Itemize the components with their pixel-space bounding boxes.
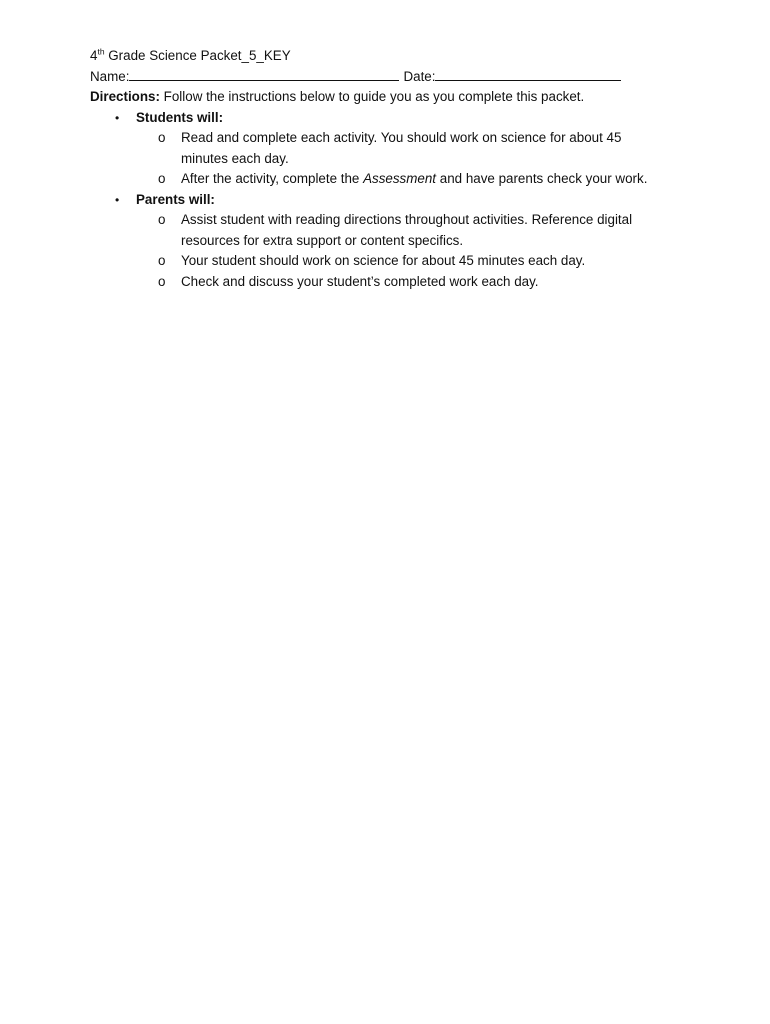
role-list [90,108,690,293]
assessment-emphasis: Assessment [363,171,437,186]
parents-item-3-text: Check and discuss your student’s completed work each day. [181,273,539,289]
list-item [136,272,666,293]
name-date-line [90,67,690,88]
parents-heading: Parents will: [136,191,215,207]
list-item [136,169,681,190]
parents-items [136,210,690,292]
parents-item-2-text: Your student should work on science for about 45 minutes each day. [181,253,586,268]
bullet-icon: • [115,192,120,207]
students-section [90,108,690,190]
students-item-2-after: and have parents check your work. [436,171,648,186]
title-superscript: th [97,46,105,57]
list-item [136,128,666,169]
title-grade-number: 4 [90,48,98,63]
students-item-2-before: After the activity, complete the [181,171,364,186]
directions-paragraph [90,87,690,108]
students-item-1-text: Read and complete each activity. You should work on science for about 45 minutes each day. [181,130,622,166]
bullet-icon: • [115,110,120,125]
document-page [90,46,690,292]
title-text: Grade Science Packet_5_KEY [104,48,291,63]
parents-section [90,190,690,293]
circle-bullet-icon: o [158,273,166,289]
date-label: Date: [403,68,436,84]
name-label: Name: [90,68,130,84]
directions-label: Directions: [90,89,160,104]
students-items [136,128,690,190]
name-blank[interactable] [129,67,399,81]
circle-bullet-icon: o [158,253,166,268]
circle-bullet-icon: o [158,130,166,145]
students-heading: Students will: [136,109,224,125]
students-item-2-text [181,171,647,186]
list-item [136,210,666,251]
date-blank[interactable] [435,67,621,81]
document-title [90,46,690,67]
directions-text: Follow the instructions below to guide you as you complete this packet. [159,89,585,104]
circle-bullet-icon: o [158,171,166,186]
parents-item-1-text: Assist student with reading directions throughout activities. Reference digital resources for extra support or content specifics. [181,212,633,248]
list-item [136,251,666,272]
circle-bullet-icon: o [158,212,166,227]
